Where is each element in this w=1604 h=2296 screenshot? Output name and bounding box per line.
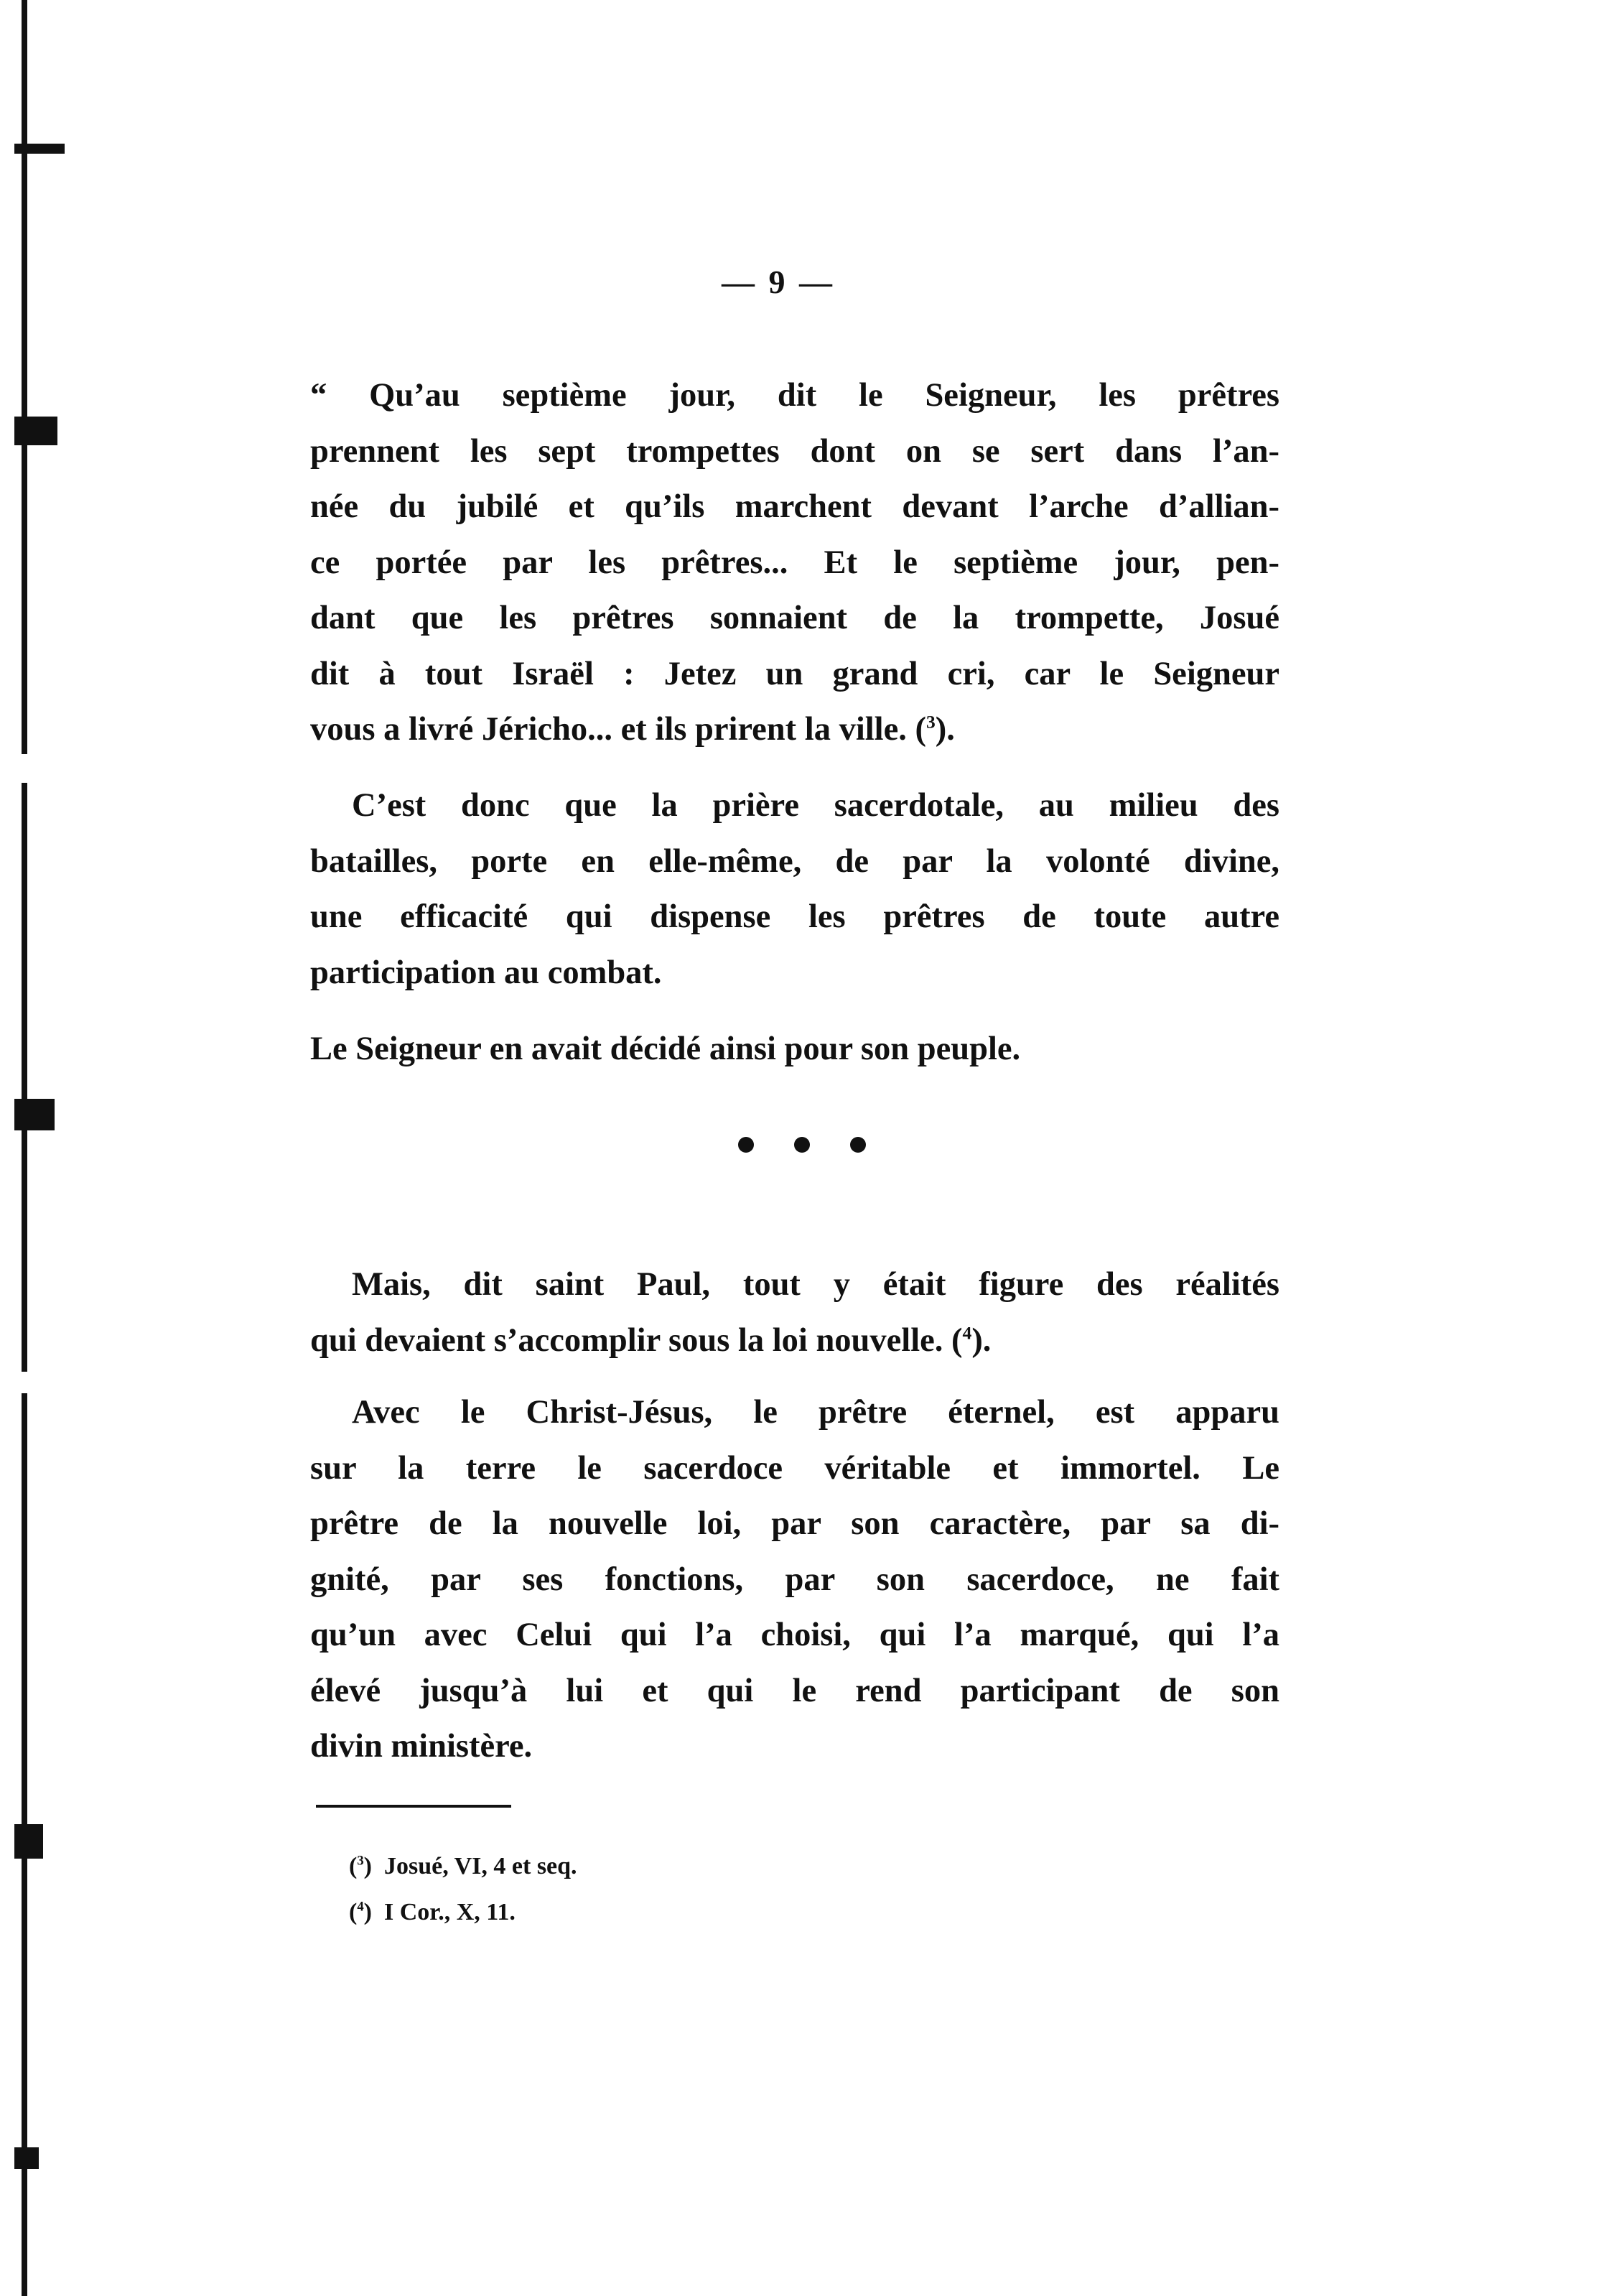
footnote-ref: 3	[925, 711, 936, 733]
text-line: élevé jusqu’à lui et qui le rend participant de son	[310, 1672, 1279, 1709]
page-number: — 9 —	[722, 264, 835, 300]
binding-line	[22, 1393, 27, 1774]
text-line: sur la terre le sacerdoce véritable et immortel. Le	[310, 1449, 1279, 1487]
footnote-marker-open: (	[349, 1899, 358, 1925]
text-line: “ Qu’au septième jour, dit le Seigneur, les prêtres	[310, 377, 1279, 414]
separator-dot	[850, 1137, 866, 1153]
footnote-divider	[316, 1805, 511, 1808]
text-line: ce portée par les prêtres... Et le septième jour, pen-	[310, 544, 1279, 581]
separator-dot	[794, 1137, 810, 1153]
binding-tab	[14, 2147, 39, 2169]
text-line: Le Seigneur en avait décidé ainsi pour son peuple.	[310, 1031, 1021, 1067]
text-line	[310, 1313, 1279, 1369]
text-line: qu’un avec Celui qui l’a choisi, qui l’a marqué, qui l’a	[310, 1617, 1279, 1653]
binding-tab	[14, 1824, 43, 1859]
section-separator	[0, 1126, 1604, 1160]
text-segment: ).	[971, 1321, 992, 1359]
text-line: une efficacité qui dispense les prêtres de toute autre	[310, 898, 1279, 935]
footnote	[349, 1844, 577, 1890]
text-line	[310, 702, 1279, 758]
footnote-text: I Cor., X, 11.	[384, 1899, 516, 1925]
text-line: prêtre de la nouvelle loi, par son caractère, par sa di-	[310, 1505, 1279, 1542]
separator-dot	[738, 1137, 754, 1153]
text-line: batailles, porte en elle-même, de par la volonté divine,	[310, 842, 1279, 880]
text-line: C’est donc que la prière sacerdotale, au milieu des	[352, 787, 1279, 824]
text-line: divin ministère.	[310, 1728, 533, 1765]
footnote-marker-open: (	[349, 1853, 358, 1879]
text-line: Avec le Christ-Jésus, le prêtre éternel, est apparu	[352, 1394, 1279, 1431]
footnote	[349, 1890, 577, 1935]
paragraph-4	[310, 1257, 1279, 1368]
binding-tab	[14, 144, 65, 154]
paragraph-1	[310, 368, 1279, 758]
paragraph-2	[310, 778, 1279, 1000]
text-segment: vous a livré Jéricho... et ils prirent la ville. (	[310, 711, 926, 748]
text-line: dant que les prêtres sonnaient de la trompette, Josué	[310, 600, 1279, 636]
footnotes	[349, 1844, 577, 1935]
binding-tab	[14, 417, 57, 445]
paragraph-5	[310, 1385, 1279, 1775]
binding-line	[22, 0, 27, 754]
footnote-ref: 4	[962, 1322, 972, 1343]
text-segment: ).	[935, 711, 955, 748]
text-segment: qui devaient s’accomplir sous la loi nouvelle. (	[310, 1321, 963, 1359]
text-line: gnité, par ses fonctions, par son sacerdoce, ne fait	[310, 1561, 1279, 1598]
text-line: Mais, dit saint Paul, tout y était figure des réalités	[352, 1266, 1279, 1303]
paragraph-3	[310, 1021, 1279, 1077]
footnote-text: Josué, VI, 4 et seq.	[384, 1853, 577, 1879]
footnote-marker-close: )	[363, 1899, 372, 1925]
text-line: prennent les sept trompettes dont on se sert dans l’an-	[310, 432, 1279, 470]
footnote-marker: 3	[357, 1853, 364, 1869]
footnote-marker-close: )	[363, 1853, 372, 1879]
text-line: dit à tout Israël : Jetez un grand cri, car le Seigneur	[310, 655, 1279, 692]
text-line: née du jubilé et qu’ils marchent devant l’arche d’allian-	[310, 488, 1279, 525]
text-line: participation au combat.	[310, 954, 662, 991]
footnote-marker: 4	[357, 1899, 364, 1915]
binding-line	[22, 783, 27, 1372]
